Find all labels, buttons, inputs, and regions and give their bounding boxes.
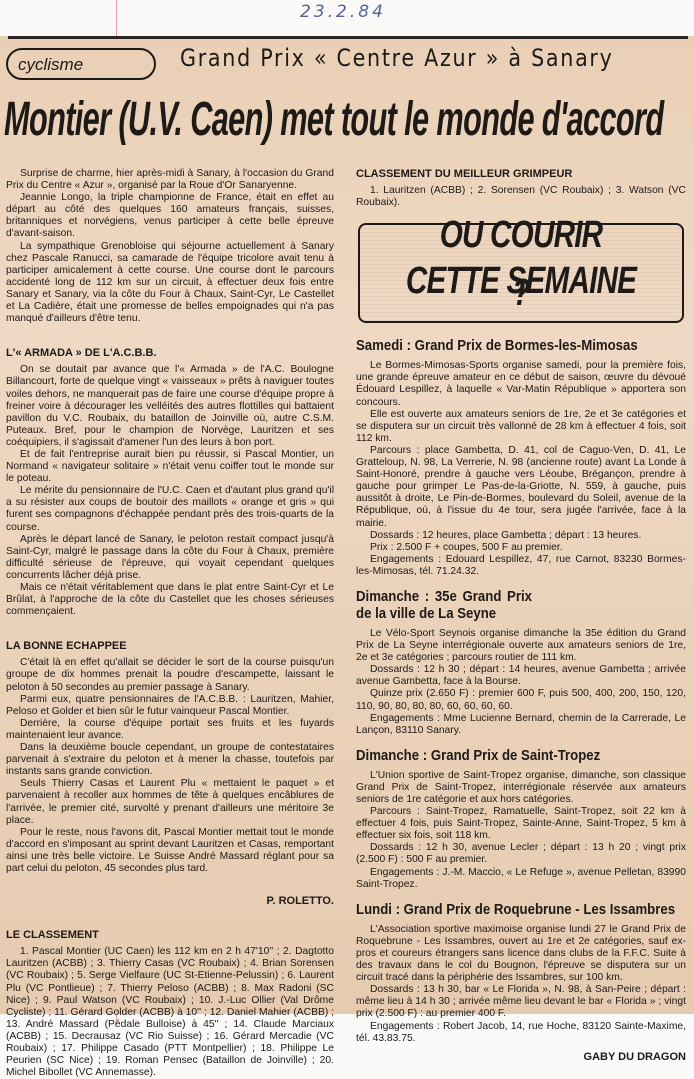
top-rule [8,36,688,39]
event-paragraph: Engagements : Robert Jacob, 14, rue Hoche, 83120 Sainte-Maxime, tél. 43.83.75. [356,1020,686,1044]
event-paragraph: Engagements : Edouard Lespillez, 47, rue Carnot, 83230 Bormes-les-Mimosas, tél. 71.24.32. [356,553,686,577]
kicker-label: cyclisme [18,55,84,74]
event-paragraph: Le Vélo-Sport Seynois organise dimanche la 35e édition du Grand Prix de La Seyne interrégionale ouverte aux amateurs seniors de 1re, 2e et 3e catégories ; parcours routier de 111 km. [356,627,686,664]
article-headline: Montier (U.V. Caen) met tout le monde d'accord [4,93,664,146]
event-title-roquebrune: Lundi : Grand Prix de Roquebrune - Les Issambres [356,900,676,918]
event-paragraph: Dossards : 12 h 30 ; départ : 14 heures, avenue Gambetta ; arrivée avenue Gambetta, face à la Bourse. [356,664,686,688]
event-paragraph: L'Union sportive de Saint-Tropez organise, dimanche, son classique Grand Prix de Saint-Tropez, interrégionale réservée aux amateurs seniors de 1re catégorie et aux hors catégories. [356,769,686,805]
ou-courir-box [358,214,684,323]
box-title-line1: OU COURIR [439,214,603,257]
body-paragraph: C'était là en effet qu'allait se décider le sort de la course puisqu'un groupe de dix hommes prenait la poudre d'escampette, laissant le peloton à 50 secondes au premier passage à Sanary. [6,657,334,693]
body-paragraph: Pour le reste, nous l'avons dit, Pascal Montier mettait tout le monde d'accord en s'imposant au sprint devant Lauritzen et Casas, remportant ainsi une très belle victoire. Le Suisse André Massard réglant pour sa part celui du peloton, 45 secondes plus tard. [6,826,334,874]
event-paragraph: Parcours : Saint-Tropez, Ramatuelle, Saint-Tropez, soit 22 km à effectuer 4 fois, puis Saint-Tropez, Sainte-Anne, Saint-Tropez, 5 km à effectuer six fois, soit 118 km. [356,806,686,842]
body-paragraph: Derrière, la course d'équipe portait ses fruits et les fuyards maintenaient leur avance. [6,717,334,741]
event-title-bormes: Samedi : Grand Prix de Bormes-les-Mimosas [356,337,638,355]
grimpeur-results: 1. Lauritzen (ACBB) ; 2. Sorensen (VC Roubaix) ; 3. Watson (VC Roubaix). [356,185,686,209]
left-column [6,168,334,1079]
event-paragraph: Prix : 2.500 F + coupes, 500 F au premier. [370,541,563,553]
intro-paragraph: Surprise de charme, hier après-midi à Sanary, à l'occasion du Grand Prix du Centre « Azur », organisé par la Roue d'Or Sanaryenne. [6,168,334,192]
body-paragraph: Dans la deuxième boucle cependant, un groupe de contestataires parvenait à s'extraire du peloton et à mener la chasse, toutefois par instants sans grande conviction. [6,742,334,778]
event-paragraph: Dossards : 12 h 30, avenue Lecler ; départ : 13 h 20 ; vingt prix (2.500 F) : 500 F au premier. [356,842,686,866]
event-paragraph: Dossards : 12 heures, place Gambetta ; départ : 13 heures. [370,529,642,541]
event-paragraph: Elle est ouverte aux amateurs seniors de 1re, 2e et 3e catégories et se disputera sur un circuit très vallonné de 28 km à effectuer 4 fois, soit 112 km. [356,408,686,444]
results-paragraph: 1. Pascal Montier (UC Caen) les 112 km en 2 h 47'10'' ; 2. Dagtotto Lauritzen (ACBB) ; 3. Thierry Casas (VC Roubaix) ; 4. Brian Sorensen (VC Roubaix) ; 5. Serge Vielfaure (UC St-Etienne-Pelussin) ; 6. Laurent Plu (VC Pontlieue) ; 7. Thierry Peloso (ACBB) ; 8. Max Radoni (SC Nice) ; 9. Paul Watson (VC Roubaix) ; 10. J.-Luc Ollier (Val Drôme Cycliste) ; 11. Gérard Golder (ACBB) à 10'' ; 12. Daniel Mahier (ACBB) ; 13. André Massard (Pédale Bulloise) à 45'' ; 14. Claude Marciaux (ACBB) ; 15. Decrausaz (VC Rio Suisse) ; 16. Gérard Mercadie (VC Roubaix) ; 17. Philippe Casado (PTT Montpellier) ; 18. Philippe Le Peurien (SC Nice) ; 19. Roman Pensec (Bataillon de Joinville) ; 20. Michel Bibollet (VC Annemasse). [6,946,334,1079]
body-paragraph: Après le départ lancé de Sanary, le peloton restait compact jusqu'à Saint-Cyr, malgré le passage dans la côte du Four à Chaux, première difficulté sérieuse de l'épreuve, qui voyait cependant quelques concurrents lâcher déjà prise. [6,533,334,581]
event-title-la-seyne: Dimanche : 35e Grand Prix de la ville de La Seyne [356,587,532,622]
event-paragraph: L'Association sportive maximoise organise lundi 27 le Grand Prix de Roquebrune - Les Issambres, ouvert au 1re et 2e catégories, sauf ex-pros et coureurs étrangers sans licence dans clubs de la F.F.C. Suite à des travaux dans le col du Bougnon, l'épreuve se disputera sur un circuit tracé dans la périphérie des Issambres, sur 100 km. [356,923,686,984]
box-title-line2: CETTE SEMAINE ? [405,260,637,315]
body-paragraph: Mais ce n'était véritablement que dans le plat entre Saint-Cyr et Le Brûlat, à l'approche de la côte du Castellet que les choses sérieuses commençaient. [6,582,334,618]
body-paragraph: Le mérite du pensionnaire de l'U.C. Caen et d'autant plus grand qu'il a su résister aux coups de boutoir des maillots « orange et gris » qui furent ses compagnons d'échappée pendant près des trois-quarts de la course. [6,485,334,533]
event-paragraph: Dossards : 13 h 30, bar « Le Florida », N. 98, à San-Peire ; départ : même lieu à 14 h 30 ; arrivée même lieu devant le bar « Florida » ; vingt prix (2.500 F) : au premier 400 F. [356,984,686,1020]
right-column [356,168,686,1063]
body-paragraph: On se doutait par avance que l'« Armada » de l'A.C. Boulogne Billancourt, forte de quelque vingt « vaisseaux » prêts à naviguer toutes voiles dehors, ne manquerait pas de faire une course d'équipe propre à freiner voire à décourager les velléités des autres flottilles qui battaient pavillon du V.C. Roubaix, du bataillon de Joinville où, autre C.S.M. Puteaux. Bref, pour le champion de Norvège, Lauritzen et ses coéquipiers, il s'agissait d'amener l'un des leurs à bon port. [6,364,334,448]
section-heading-armada: L'« ARMADA » DE L'A.C.B.B. [6,347,157,360]
section-kicker [6,48,156,80]
event-paragraph: Quinze prix (2.650 F) : premier 600 F, puis 500, 400, 200, 150, 120, 110, 90, 80, 80, 80, 60, 60, 60, 60. [356,688,686,712]
event-paragraph: Engagements : J.-M. Maccio, « Le Refuge », avenue Pelletan, 83990 Saint-Tropez. [356,866,686,890]
section-heading-classement: LE CLASSEMENT [6,929,99,942]
body-paragraph: Parmi eux, quatre pensionnaires de l'A.C.B.B. : Lauritzen, Mahier, Peloso et Golder et bien sûr le futur vainqueur Pascal Montier. [6,693,334,717]
handwritten-date: 23.2.84 [300,2,386,22]
event-paragraph: Parcours : place Gambetta, D. 41, col de Caguo-Ven, D. 41, Le Gratteloup, N. 98, La Verrerie, N. 98 (ancienne route) avant La Londe à Saint-Honoré, prendre à gauche vers Léoube, Brégançon, prendre à gauche pour grimper Le Pas-de-la-Griotte, N. 559, à gauche, puis aussitôt à droite, Le Pin-de-Bormes, boulevard du Soleil, avenue de la République, où, à l'issue du 4e tour, sera jugée l'arrivée, face à la mairie. [356,444,686,529]
body-paragraph: Et de fait l'entreprise aurait bien pu réussir, si Pascal Montier, un Normand « navigateur solitaire » n'était venu coiffer tout le monde sur le poteau. [6,448,334,485]
sidebar-signature: GABY DU DRAGON [583,1050,686,1063]
body-paragraph: Seuls Thierry Casas et Laurent Plu « mettaient le paquet » et parvenaient à recoller aux hommes de tête à quelques encâblures de l'arrivée, le premier cité, survolté y prenant d'ailleurs une méritoire 3e place. [6,778,334,826]
intro-paragraph: La sympathique Grenobloise qui séjourne actuellement à Sanary chez Pascale Ranucci, sa camarade de l'équipe tricolore avait tenu à participer amicalement à cette course. Une course dont le parcours accidenté long de 112 km sur un circuit, à effectuer deux fois entre Sanary et Sanary, via la côte du Four à Chaux, Saint-Cyr, Le Castellet et La Cadière, était une promesse de belles empoignades qui n'a pas manqué d'ailleurs d'être tenu. [6,240,334,325]
event-paragraph: Engagements : Mme Lucienne Bernard, chemin de la Carrerade, Le Lançon, 83110 Sanary. [356,712,686,736]
section-heading-echappee: LA BONNE ECHAPPEE [6,640,127,653]
article-subhead: Grand Prix « Centre Azur » à Sanary [180,44,614,72]
author-byline: P. ROLETTO. [266,895,334,908]
section-heading-grimpeur: CLASSEMENT DU MEILLEUR GRIMPEUR [356,168,573,180]
event-title-saint-tropez: Dimanche : Grand Prix de Saint-Tropez [356,746,601,764]
event-paragraph: Le Bormes-Mimosas-Sports organise samedi, pour la première fois, une grande épreuve amateur en ce début de saison, œuvre du dévoué Édouard Lespillez, à laquelle « Var-Matin République » apportera son concours. [356,360,686,408]
intro-paragraph: Jeannie Longo, la triple championne de France, était en effet au départ au côté des quelques 160 amateurs français, suisses, britanniques et norvégiens, venus participer à cette belle épreuve d'avant-saison. [6,192,334,240]
